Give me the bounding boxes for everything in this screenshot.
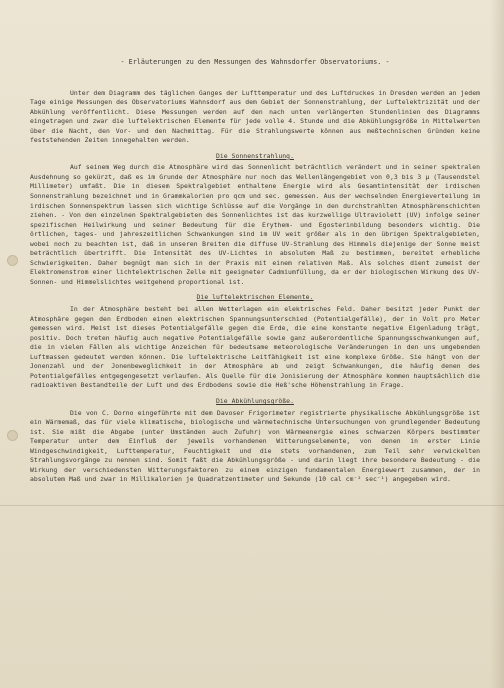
section-paragraph-luftelektrische-elemente: In der Atmosphäre besteht bei allen Wetterlagen ein elektrisches Feld. Daher besitzt jeder Punkt der Atmosphäre gegen den Erdboden einen elektrischen Spannungsunterschied (Potentialgefälle), der in Volt pro Meter gemessen wird. Meist ist dieses Potentialgefälle gegen die Erde, die eine konstante negative Eigenladung trägt, positiv. Doch treten häufig auch negative Potentialgefälle sowie ganz außerordentliche Spannungsschwankungen auf, die in vielen Fällen als wichtige Anzeichen für bedeutsame meteorologische Veränderungen in den uns umgebenden Luftmassen gedeutet werden können. Die luftelektrische Leitfähigkeit ist eine komplexe Größe. Sie hängt von der Jonenzahl und der Jonenbeweglichkeit in der Atmosphäre ab und zeigt Schwankungen, die häufig denen des Potentialgefälles entgegengesetzt verlaufen. Als Quelle für die Jonisierung der Atmosphäre kommen hauptsächlich die radioaktiven Bestandteile der Luft und des Erdbodens sowie die Heß'sche Höhenstrahlung in Frage. [30, 305, 480, 390]
section-heading-abkuehlungsgroesse [30, 397, 480, 407]
section-heading-text: Die luftelektrischen Elemente. [196, 293, 314, 302]
section-heading-sonnenstrahlung [30, 152, 480, 162]
section-paragraph-abkuehlungsgroesse: Die von C. Dorno eingeführte mit dem Davoser Frigorimeter registrierte physikalische Abkühlungsgröße ist ein Wärmemaß, das für viele klimatische, biologische und wärmetechnische Untersuchungen von grundlegender Bedeutung ist. Sie mißt die Abgabe (unter Umständen auch Zufuhr) von Wärmeenergie eines schwarzen Körpers bestimmter Temperatur unter dem Einfluß der jeweils vorhandenen Witterungselemente, von denen in erster Linie Windgeschwindigkeit, Lufttemperatur, Feuchtigkeit und die stets vorhandenen, zum Teil sehr verwickelten Strahlungsvorgänge zu nennen sind. Somit faßt die Abkühlungsgröße - und darin liegt ihre besondere Bedeutung - die Wirkung der verschiedensten Witterungsfaktoren zu einem einzigen fundamentalen Energiewert zusammen, der in absolutem Maß und zwar in Millikalorien je Quadratzentimeter und Sekunde (10 cal cm⁻² sec⁻¹) angegeben wird. [30, 408, 480, 484]
intro-paragraph: Unter dem Diagramm des täglichen Ganges der Lufttemperatur und des Luftdruckes in Dresden werden an jedem Tage einige Messungen des Observatoriums Wahnsdorf aus dem Gebiet der Sonnenstrahlung, der Luftelektrizität und der Abkühlung veröffentlicht. Diese Messungen werden auf den nach unten verlängerten Stundenlinien des Diagramms eingetragen und zwar die luftelektrischen Elemente für jede volle 4. Stunde und die Abkühlungsgröße in Mittelwerten über die Nacht, den Vor- und den Nachmittag. Für die Strahlungswerte können aus meßtechnischen Gründen keine feststehenden Zeiten innegehalten werden. [30, 88, 480, 145]
document-title: - Erläuterungen zu den Messungen des Wahnsdorfer Observatoriums. - [120, 58, 390, 66]
paper-fold-line [0, 505, 504, 506]
page-edge-shadow [490, 0, 504, 688]
section-heading-luftelektrische-elemente [30, 293, 480, 303]
section-heading-text: Die Sonnenstrahlung. [216, 151, 294, 160]
section-paragraph-sonnenstrahlung: Auf seinem Weg durch die Atmosphäre wird das Sonnenlicht beträchtlich verändert und in seiner spektralen Ausdehnung so gekürzt, daß es im Grunde der Atmosphäre nur noch das Wellenlängengebiet von 0,3 bis 3 μ (Tausendstel Millimeter) umfaßt. Die in diesem Spektralgebiet enthaltene Energie wird als Gesamtintensität der irdischen Sonnenstrahlung bezeichnet und in Grammkalorien pro qcm und sec. gemessen. Aus der wechselnden Energieverteilung im irdischen Sonnenspektrum lassen sich wichtige Schlüsse auf die Vorgänge in den durchstrahlten Atmosphärenschichten ziehen. - Von den einzelnen Spektralgebieten des Sonnenlichtes ist das kurzwellige Ultraviolett (UV) infolge seiner spezifischen Heilwirkung und seiner Bedeutung für die Erythem- und Egosterinbildung besonders wichtig. Die örtlichen, tages- und jahreszeitlichen Schwankungen sind im UV weit größer als in den übrigen Spektralgebieten, wobei noch zu beachten ist, daß in unseren Breiten die diffuse UV-Strahlung des Himmels diejenige der Sonne meist beträchtlich übertrifft. Die Intensität des UV-Lichtes in absolutem Maß zu bestimmen, bereitet erhebliche Schwierigkeiten. Daher begnügt man sich in der Praxis mit einem relativen Maß. Als solches dient zumeist der Elektromenstrom einer lichtelektrischen Zelle mit geeigneter Cadmiumfüllung, da er der biologischen Wirkung des UV-Sonnen- und Himmelslichtes weitgehend proportional ist. [30, 163, 480, 286]
punch-hole [7, 255, 18, 266]
document-body [30, 58, 480, 485]
section-heading-text: Die Abkühlungsgröße. [216, 396, 294, 405]
punch-hole [7, 430, 18, 441]
